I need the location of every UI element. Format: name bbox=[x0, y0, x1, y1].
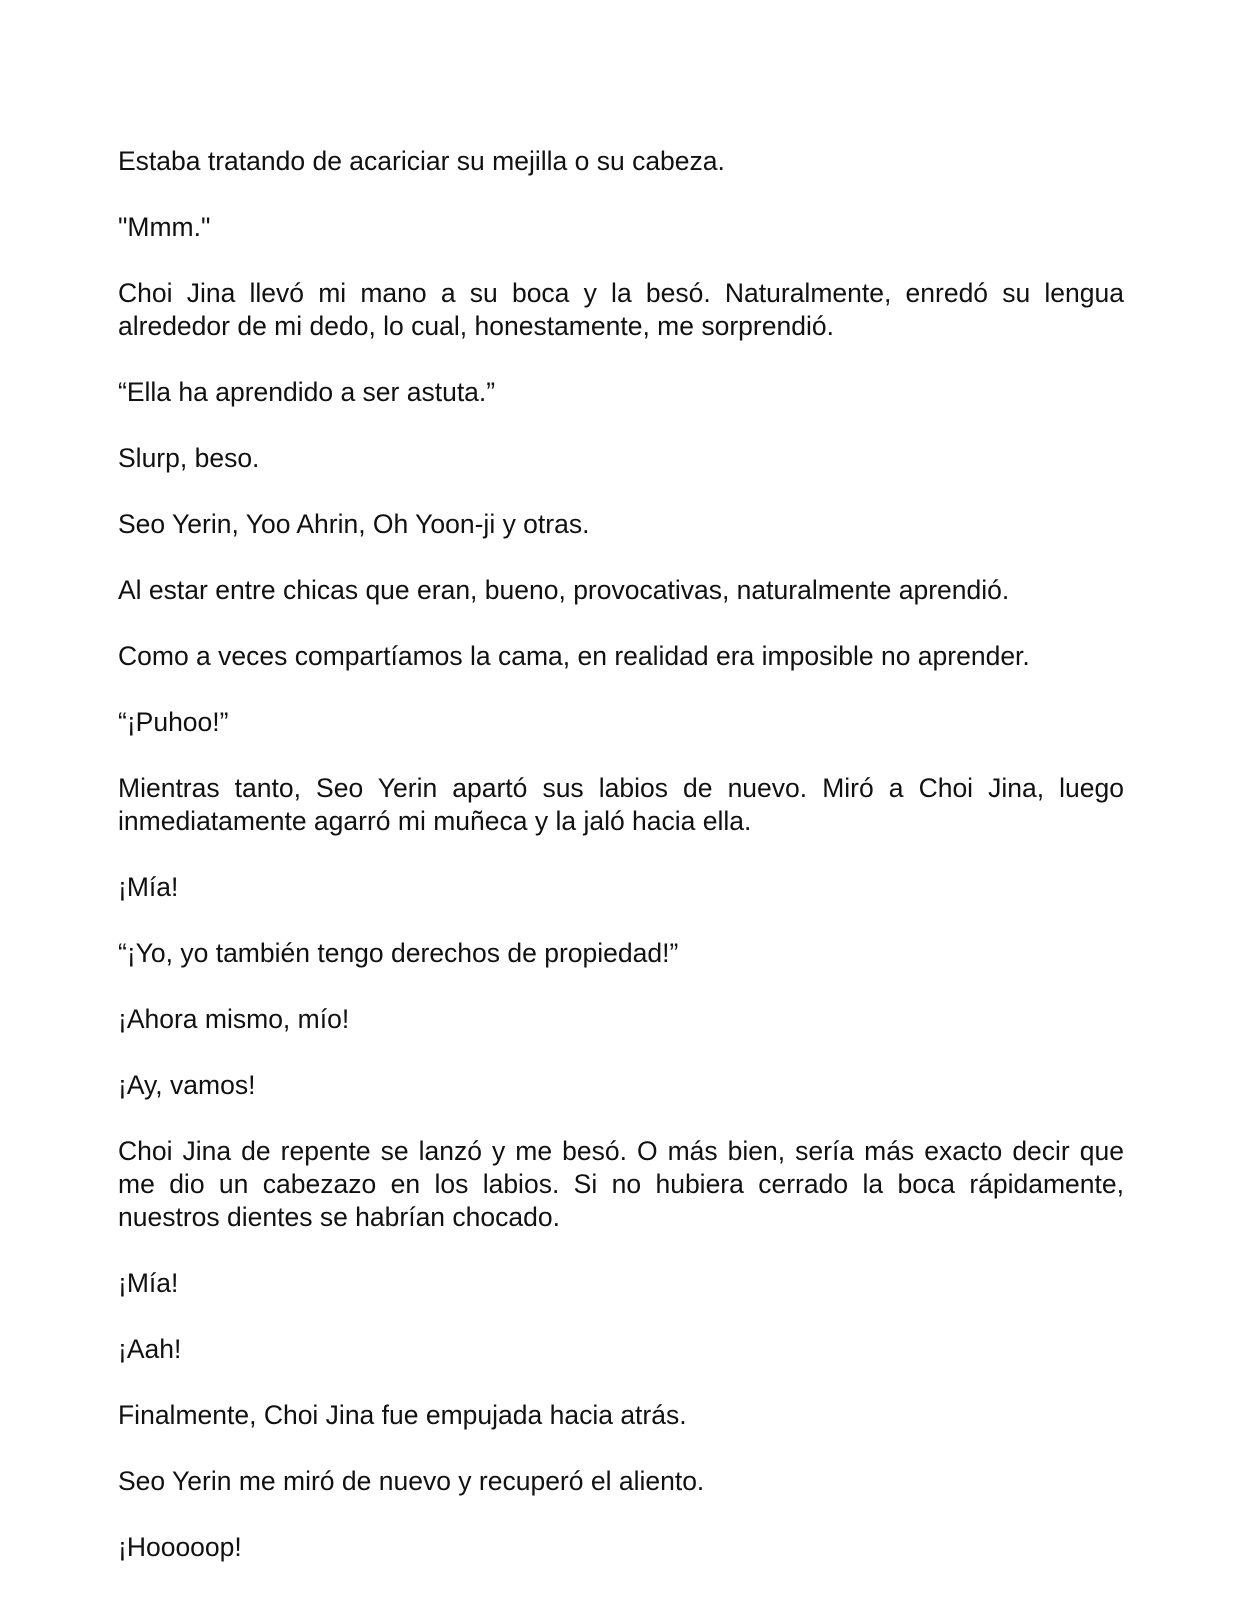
paragraph-9: “¡Puhoo!” bbox=[118, 707, 229, 737]
paragraph-19: Seo Yerin me miró de nuevo y recuperó el aliento. bbox=[118, 1466, 705, 1496]
paragraph-17: ¡Aah! bbox=[118, 1334, 182, 1364]
paragraph-4: “Ella ha aprendido a ser astuta.” bbox=[118, 377, 496, 407]
paragraph-20: ¡Hooooop! bbox=[118, 1532, 242, 1562]
paragraph-8: Como a veces compartíamos la cama, en realidad era imposible no aprender. bbox=[118, 641, 1030, 671]
paragraph-16: ¡Mía! bbox=[118, 1268, 179, 1298]
paragraph-14: ¡Ay, vamos! bbox=[118, 1070, 256, 1100]
paragraph-13: ¡Ahora mismo, mío! bbox=[118, 1004, 350, 1034]
paragraph-12: “¡Yo, yo también tengo derechos de propiedad!” bbox=[118, 938, 679, 968]
paragraph-5: Slurp, beso. bbox=[118, 443, 260, 473]
paragraph-10: Mientras tanto, Seo Yerin apartó sus labios de nuevo. Miró a Choi Jina, luego inmediatamente agarró mi muñeca y la jaló hacia ella. bbox=[118, 773, 1124, 836]
paragraph-1: Estaba tratando de acariciar su mejilla o su cabeza. bbox=[118, 146, 725, 176]
paragraph-11: ¡Mía! bbox=[118, 872, 179, 902]
paragraph-7: Al estar entre chicas que eran, bueno, provocativas, naturalmente aprendió. bbox=[118, 575, 1010, 605]
paragraph-2: "Mmm." bbox=[118, 212, 211, 242]
document-body bbox=[118, 145, 1124, 1564]
paragraph-18: Finalmente, Choi Jina fue empujada hacia atrás. bbox=[118, 1400, 687, 1430]
paragraph-15: Choi Jina de repente se lanzó y me besó. O más bien, sería más exacto decir que me dio un cabezazo en los labios. Si no hubiera cerrado la boca rápidamente, nuestros dientes se habrían chocado. bbox=[118, 1136, 1124, 1232]
paragraph-6: Seo Yerin, Yoo Ahrin, Oh Yoon-ji y otras. bbox=[118, 509, 590, 539]
paragraph-3: Choi Jina llevó mi mano a su boca y la besó. Naturalmente, enredó su lengua alrededor de mi dedo, lo cual, honestamente, me sorprendió. bbox=[118, 278, 1124, 341]
